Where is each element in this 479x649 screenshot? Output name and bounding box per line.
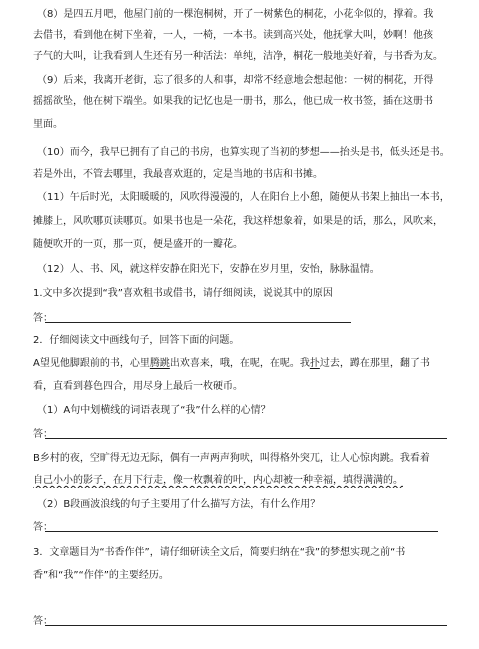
sub2-answer-label: 答：	[33, 522, 53, 533]
para10-line1: （10）而今，我早已拥有了自己的书房，也算实现了当初的梦想——抬头是书，低头还是书。	[37, 147, 450, 158]
q3-answer-line[interactable]	[45, 625, 447, 626]
underlined-word-2: 扑	[309, 358, 320, 369]
sub2-answer-line[interactable]	[45, 531, 438, 532]
sentence-a-line2: 看，直看到暮色四合，用尽身上最后一枚硬币。	[33, 381, 243, 392]
sentence-a-part1: A望见他脚跟前的书，心里	[33, 358, 150, 369]
para8-line2: 去借书，看到他在树下坐着，一人，一椅，一本书。读到高兴处，他抚掌大叫，妙啊！他孩	[33, 30, 433, 41]
sentence-a-part3: 过去，蹲在那里，翻了书	[319, 358, 430, 369]
sentence-b-line1: B乡村的夜，空旷得无边无际，偶有一声两声狗吠，叫得格外突兀，让人心惊肉跳。我看着	[33, 453, 430, 464]
para9-line1: （9）后来，我离开老街，忘了很多的人和事，却常不经意地会想起他：一树的桐花，开得	[37, 75, 434, 86]
para10-line2: 若是外出，不管去哪里，我最喜欢逛的，定是当地的书店和书摊。	[33, 169, 323, 180]
question-2: 2．仔细阅读文中画线句子，回答下面的问题。	[33, 335, 240, 346]
para9-line3: 里面。	[33, 119, 63, 130]
question-3-line2: 香”和“我”“作伴”的主要经历。	[33, 570, 169, 581]
para8-line3: 子气的大叫，让我看到人生还有另一种活法：单纯，洁净，桐花一般地美好着，与书香为友。	[33, 51, 443, 62]
sub1-answer-line[interactable]	[45, 438, 447, 439]
q3-answer-label: 答：	[33, 616, 53, 627]
para8-line1: （8）是四五月吧，他屋门前的一棵泡桐树，开了一树紫色的桐花，小花伞似的，撑着。我	[37, 9, 434, 20]
para12-line: （12）人、书、风，就这样安静在阳光下，安静在岁月里，安怡，脉脉温情。	[37, 264, 380, 275]
sentence-b-line2	[33, 474, 447, 488]
sentence-a-line1	[33, 357, 447, 371]
q1-answer-line[interactable]	[45, 322, 351, 323]
question-1: 1.文中多次提到“我”喜欢租书或借书，请仔细阅读，说说其中的原因	[33, 288, 333, 299]
para9-line2: 摇摇欲坠，他在树下端坐。如果我的记忆也是一册书，那么，他已成一枚书签，插在这册书	[33, 96, 433, 107]
question-3-line1: 3．文章题目为“书香作伴”，请仔细研读全文后，简要归纳在“我”的梦想实现之前“书	[33, 547, 406, 558]
sub1-answer-label: 答：	[33, 429, 53, 440]
para11-line2: 摊膝上，风吹哪页读哪页。如果书也是一朵花，我这样想象着，如果是的话，那么，风吹来，	[33, 216, 443, 227]
para11-line3: 随便吹开的一页，那一页，便是盛开的一瓣花。	[33, 239, 243, 250]
sub-question-1: （1）A句中划横线的词语表现了“我”什么样的心情？	[37, 405, 271, 416]
q1-answer-label: 答：	[33, 313, 53, 324]
para11-line1: （11）午后时光，太阳暖暖的，风吹得漫漫的，人在阳台上小憩，随便从书架上抽出一本书，	[37, 192, 450, 203]
sub-question-2: （2）B段画波浪线的句子主要用了什么描写方法，有什么作用？	[37, 499, 321, 510]
sentence-a-part2: 出欢喜来，哦，在呢，在呢。我	[169, 358, 310, 369]
underlined-word-1: 腾跳	[149, 358, 170, 369]
wavy-underlined-sentence: 自己小小的影子，在月下行走，像一枚飘着的叶，内心却被一种幸福，填得满满的。	[33, 475, 403, 486]
